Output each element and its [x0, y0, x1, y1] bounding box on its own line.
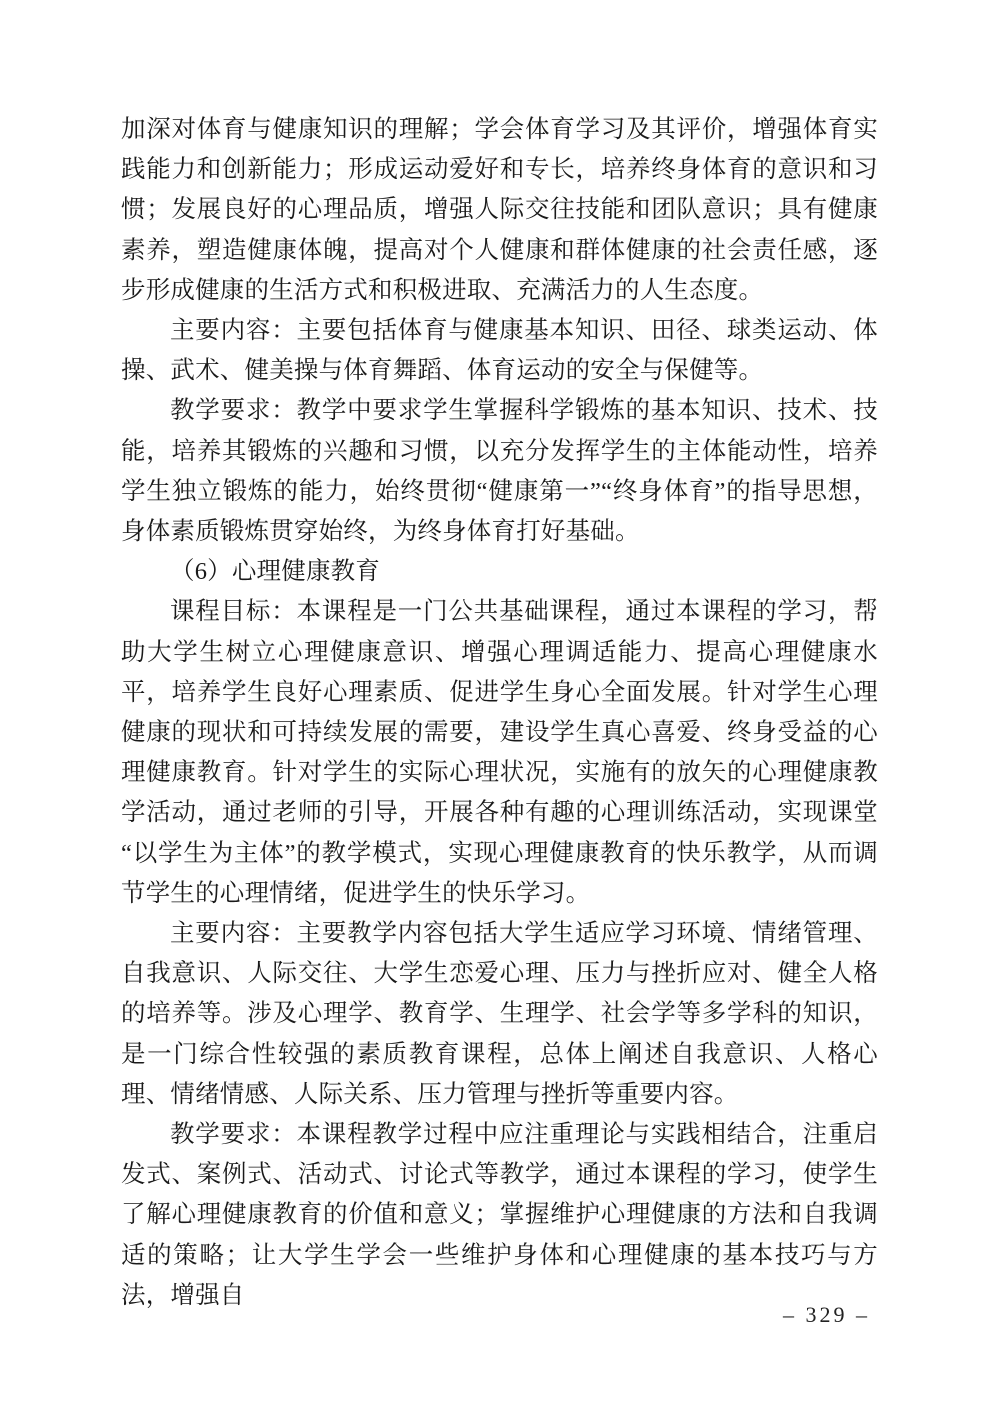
paragraph-mh-course-goals: 课程目标：本课程是一门公共基础课程，通过本课程的学习，帮助大学生树立心理健康意识、增强心理调适能力、提高心理健康水平，培养学生良好心理素质、促进学生身心全面发展。针对学生心理健康的现状和可持续发展的需要，建设学生真心喜爱、终身受益的心理健康教育。针对学生的实际心理状况，实施有的放矢的心理健康教学活动，通过老师的引导，开展各种有趣的心理训练活动，实现课堂“以学生为主体”的教学模式，实现心理健康教育的快乐教学，从而调节学生的心理情绪，促进学生的快乐学习。	[121, 598, 878, 907]
page-number: – 329 –	[783, 1302, 870, 1327]
paragraph-pe-teaching-requirements: 教学要求：教学中要求学生掌握科学锻炼的基本知识、技术、技能，培养其锻炼的兴趣和习惯，以充分发挥学生的主体能动性，培养学生独立锻炼的能力，始终贯彻“健康第一”“终身体育”的指导思想，身体素质锻炼贯穿始终，为终身体育打好基础。	[121, 397, 878, 546]
section-heading-mental-health: （6）心理健康教育	[170, 558, 381, 586]
paragraph-pe-main-content: 主要内容：主要包括体育与健康基本知识、田径、球类运动、体操、武术、健美操与体育舞蹈、体育运动的安全与保健等。	[121, 317, 878, 385]
paragraph-pe-goals-continuation: 加深对体育与健康知识的理解；学会体育学习及其评价，增强体育实践能力和创新能力；形成运动爱好和专长，培养终身体育的意识和习惯；发展良好的心理品质，增强人际交往技能和团队意识；具有健康素养，塑造健康体魄，提高对个人健康和群体健康的社会责任感，逐步形成健康的生活方式和积极进取、充满活力的人生态度。	[121, 116, 878, 304]
body-text	[121, 110, 878, 1316]
paragraph-mh-main-content: 主要内容：主要教学内容包括大学生适应学习环境、情绪管理、自我意识、人际交往、大学生恋爱心理、压力与挫折应对、健全人格的培养等。涉及心理学、教育学、生理学、社会学等多学科的知识，是一门综合性较强的素质教育课程，总体上阐述自我意识、人格心理、情绪情感、人际关系、压力管理与挫折等重要内容。	[121, 920, 878, 1108]
paragraph-mh-teaching-requirements: 教学要求：本课程教学过程中应注重理论与实践相结合，注重启发式、案例式、活动式、讨论式等教学，通过本课程的学习，使学生了解心理健康教育的价值和意义；掌握维护心理健康的方法和自我调适的策略；让大学生学会一些维护身体和心理健康的基本技巧与方法，增强自	[121, 1121, 878, 1309]
